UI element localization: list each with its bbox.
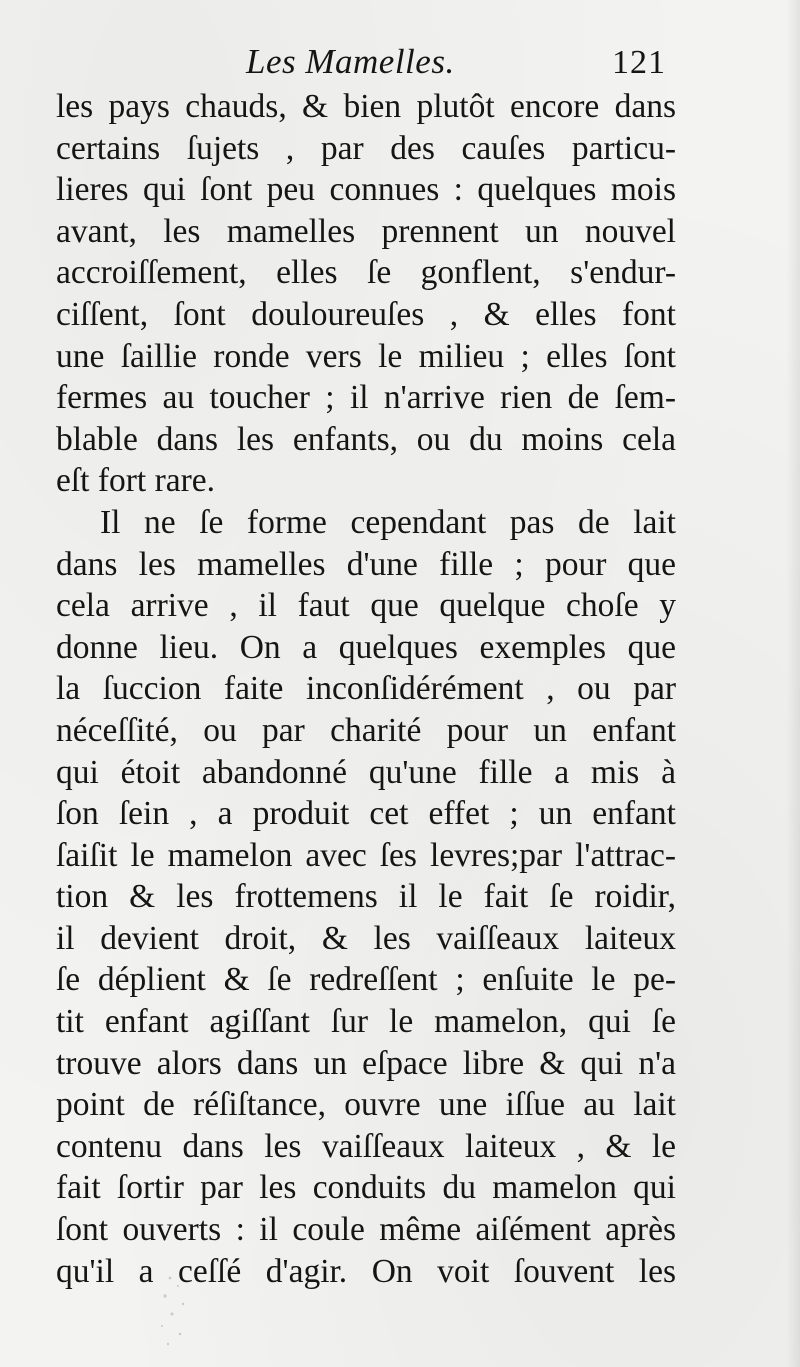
text-line: tit enfant agiſſant ſur le mamelon, qui ſe bbox=[56, 1003, 676, 1041]
text-line: ſont ouverts : il coule même aiſément après bbox=[56, 1211, 676, 1249]
page-edge-shadow bbox=[786, 0, 800, 1367]
body-text bbox=[56, 86, 676, 1292]
text-line: fait ſortir par les conduits du mamelon qui bbox=[56, 1169, 676, 1207]
text-line: fermes au toucher ; il n'arrive rien de ſem- bbox=[56, 379, 676, 417]
text-line: tion & les frottemens il le fait ſe roidir, bbox=[56, 878, 676, 916]
paragraph-first-line: Il ne ſe forme cependant pas de lait bbox=[100, 503, 676, 541]
text-line: cela arrive , il faut que quelque choſe y bbox=[56, 587, 676, 625]
text-line: dans les mamelles d'une fille ; pour que bbox=[56, 545, 676, 583]
page-header bbox=[0, 42, 800, 86]
text-line: qui étoit abandonné qu'une fille a mis à bbox=[56, 753, 676, 791]
text-line: contenu dans les vaiſſeaux laiteux , & le bbox=[56, 1127, 676, 1165]
text-line: accroiſſement, elles ſe gonflent, s'endur- bbox=[56, 254, 676, 292]
text-line: point de réſiſtance, ouvre une iſſue au lait bbox=[56, 1086, 676, 1124]
text-line: ſe déplient & ſe redreſſent ; enſuite le pe- bbox=[56, 961, 676, 999]
text-line: ſon ſein , a produit cet effet ; un enfant bbox=[56, 795, 676, 833]
text-line: qu'il a ceſſé d'agir. On voit ſouvent les bbox=[56, 1252, 676, 1290]
running-title: Les Mamelles. bbox=[246, 42, 455, 81]
text-line: avant, les mamelles prennent un nouvel bbox=[56, 212, 676, 250]
ink-smudge bbox=[150, 1268, 210, 1358]
text-line: la ſuccion faite inconſidérément , ou par bbox=[56, 670, 676, 708]
text-line: une ſaillie ronde vers le milieu ; elles ſont bbox=[56, 337, 676, 375]
text-line: ciſſent, ſont douloureuſes , & elles font bbox=[56, 295, 676, 333]
text-line: trouve alors dans un eſpace libre & qui n'a bbox=[56, 1044, 676, 1082]
text-line: lieres qui ſont peu connues : quelques mois bbox=[56, 171, 676, 209]
text-line: il devient droit, & les vaiſſeaux laiteux bbox=[56, 919, 676, 957]
text-line: les pays chauds, & bien plutôt encore dans bbox=[56, 88, 676, 125]
text-line: ſaiſit le mamelon avec ſes levres;par l'attrac- bbox=[56, 836, 676, 874]
text-line: donne lieu. On a quelques exemples que bbox=[56, 628, 676, 666]
text-line: eſt fort rare. bbox=[56, 462, 216, 500]
page-number: 121 bbox=[612, 44, 666, 81]
text-line: blable dans les enfants, ou du moins cela bbox=[56, 420, 676, 458]
text-line: certains ſujets , par des cauſes particu- bbox=[56, 129, 676, 167]
text-line: néceſſité, ou par charité pour un enfant bbox=[56, 711, 676, 749]
